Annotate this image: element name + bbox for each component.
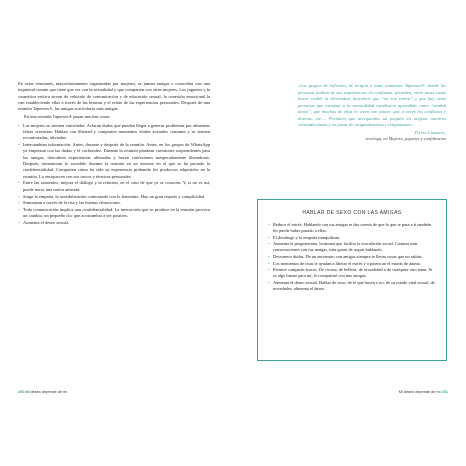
list-item: • Entre las asistentes, mejora el diálogo y la relación, en el caso de que ya se conocen. Y, si no es así, puede nacer una nueva amistad. xyxy=(18,180,210,192)
list-item: • Aumenta el deseo sexual. xyxy=(18,220,69,226)
bullet-icon: • xyxy=(18,193,20,199)
bullet-icon: • xyxy=(268,267,270,273)
bullet-icon: • xyxy=(268,253,270,259)
bullet-icon: • xyxy=(268,279,270,285)
bullet-icon: • xyxy=(268,260,270,266)
tapersex-bullet-list xyxy=(18,123,210,227)
running-title: Mi deseo depende de mí xyxy=(398,390,441,394)
page-number: 201 xyxy=(441,390,448,394)
list-item: • Toda comunicación implica una confidencialidad. La interacción que se produce en la reunión provoca un cambio, un pequeño clic que acostumbra a ser positivo. xyxy=(18,207,210,219)
list-item: • Surge la empatía, la sensibilización conectando con lo femenino. Hay un gran respeto y complicidad. xyxy=(18,193,205,199)
running-title: Mi deseo depende de mí xyxy=(25,390,68,394)
list-item: • Aumenta la progesterona, hormona que facilita la vinculación social. Cuantas más conversaciones con tus amigas, más ganas de seguir hablando. xyxy=(268,241,418,253)
bullet-icon: • xyxy=(268,234,270,240)
bullet-icon: • xyxy=(18,142,20,148)
bullet-icon: • xyxy=(18,207,20,213)
bullet-icon: • xyxy=(268,222,270,227)
list-item: • Desvanece dudas. De un encuentro con amigas siempre te llevas cosas que no sabías. xyxy=(268,253,423,259)
bullet-icon: • xyxy=(18,122,20,128)
list-item: • Reduce el estrés. Hablando con tus amigas te das cuenta de que lo que te pasa a ti también les puede haber pasado a ellas. xyxy=(268,222,432,234)
bullet-icon: • xyxy=(18,200,20,206)
bullet-icon: • xyxy=(268,241,270,247)
sidebar-box xyxy=(257,199,447,361)
box-title: HABLAR DE SEXO CON LAS AMIGAS xyxy=(302,210,402,216)
lead-in-paragraph: En una reunión Tapersex® pasan muchas cosas: xyxy=(24,114,111,120)
page-number: 200 xyxy=(18,390,25,394)
quote-text: «Los grupos de reflexión, de terapia o estas reuniones Tapersex®, donde las personas hablan de sus experiencias en confianza, permiten, entre otras cosas hacer visible la diversidad, descubrir que “no soy raro/a” y que hay otras personas que escapan a la normalidad estadística aprendida como “verdad única”, que muchas de ellas lo viven con placer, que a veces los conflictos y dramas, etc.… Permiten que acerquemos un poquito en aceptar nuestras contradicciones y no pasar de estigmatizarnos y estigmatizar.» xyxy=(298,83,446,127)
bullet-icon: • xyxy=(18,180,20,186)
intro-paragraph: En estas reuniones, mayoritariamente organizadas por mujeres, se juntan amigas o conocidas con una inquietud común que tiene que ver con la sexualidad y que comparten con otras mujeres. Los juguetes y la cosmética erótica sirven de vehículo de comunicación y de educación sexual; la conexión emocional la van estableciendo ellas a través de las bromas y el relato de las experiencias personales. Después de una reunión Tapersex®, las amigas son todavía más amigas. xyxy=(18,81,210,112)
list-item: • Aumenta el deseo sexual. Hablar de sexo, de lo que hacen o no, de su estado vital sexual, de novedades, alimenta el deseo. xyxy=(268,279,435,291)
quote-source: sexóloga, en Mujeres, juguetes y confidencias xyxy=(365,136,446,141)
list-item: • Los momentos de risas te ayudan a liberar el estrés y a potenciar el estado de ánimo. xyxy=(268,260,422,266)
left-footer xyxy=(18,390,67,394)
list-item: • Intercambian información. Antes, durante y después de la reunión. Antes, en los grupos de WhatsApp ya empiezan con las dudas y el cachondeo. Durante la reunión plantean cuestiones sorprendentes para las amigas, descubren experiencias alienadas y hacen confesiones inesperadamente liberadoras. Después, rememoran lo sucedido durante la reunión en un entorno en el que se ha pactado la confidencialidad. Comparten cómo ha sido su experiencia probando los productos adquiridos en la reunión. Lo enriquecen con sus trucos y técnicas personales. xyxy=(18,142,210,179)
quote-author: Flavia Limones, xyxy=(414,129,446,135)
box-bullet-list xyxy=(268,222,436,292)
bullet-icon: • xyxy=(18,220,20,226)
list-item: • Las mujeres se sienten vinculadas. Aclaran dudas que pueden llegar a generar problemas por alimentar falsas creencias. Hablan con libertad y comparten momentos vitales sexuales comunes y se sienten reconfortadas, aliviadas. xyxy=(18,122,210,141)
left-body-text xyxy=(18,81,210,227)
list-item: • Permite compartir trucos. De cocina, de belleza, de sexualidad o de cualquier otro tema. Si es algo bueno para mí, lo compartiré con mis amigas. xyxy=(268,267,433,279)
pull-quote xyxy=(298,83,446,142)
list-item: • El desahogo y la empatía tranquilizan. xyxy=(268,234,341,240)
list-item: • Sintonizan a través de la risa y las buenas vibraciones. xyxy=(18,200,121,206)
right-footer xyxy=(399,390,448,394)
